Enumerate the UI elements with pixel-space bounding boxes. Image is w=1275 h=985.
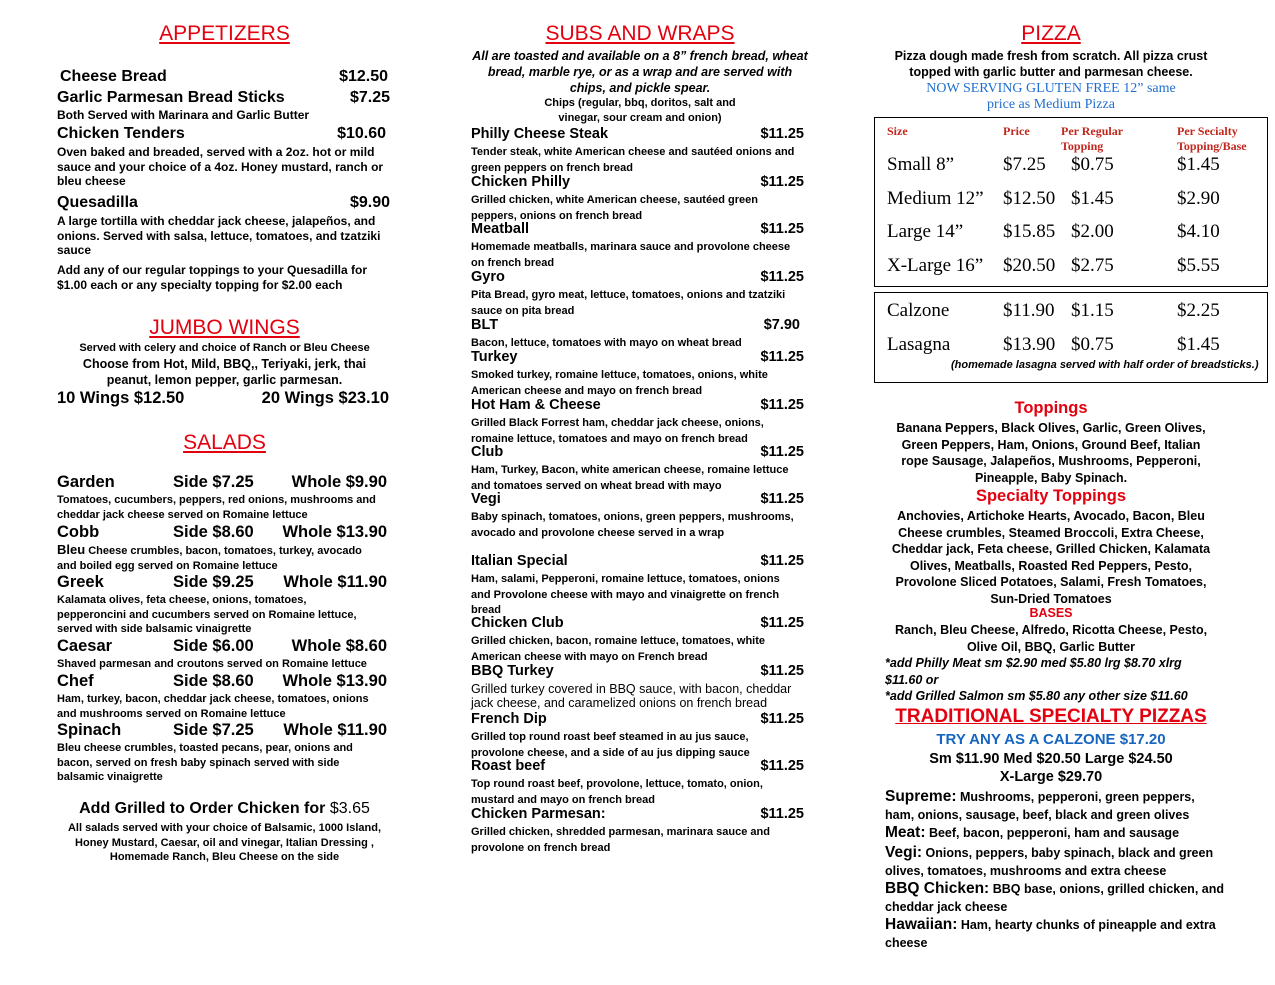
sub-price: $11.25 [760,758,804,774]
sub-price: $11.25 [760,174,804,190]
salad-description-text: Bleu cheese crumbles, toasted pecans, pear, onions and bacon, served on fresh baby spinach served with side balsamic vinaigrette [57,742,353,784]
size-size-cell: X-Large 16” [887,254,984,276]
salad-side-price: Side $7.25 [173,473,254,491]
menu-item-garlic-parmesan-bread-sticks [57,89,392,107]
add-chicken-text: Add Grilled to Order Chicken for [79,800,330,817]
size-size-cell: Small 8” [887,154,955,175]
size-specialty-cell: $1.45 [1177,154,1220,175]
sub-meatball [471,221,810,237]
header-specialty-topping: Per Secialty Topping/Base [1177,124,1247,153]
sub-description: Bacon, lettuce, tomatoes with mayo on wheat bread [471,337,742,349]
specialty-pizza-name: Supreme: [885,788,957,805]
specialty-toppings-list: Anchovies, Artichoke Hearts, Avocado, Bacon, Bleu Cheese crumbles, Steamed Broccoli, Extra Cheese, Cheddar jack, Feta cheese, Grilled Chicken, Kalamata Olives, Meatballs, Roasted Red Peppers, Pesto, Provolone Sliced Potatoes, Salami, Fresh Tomatoes, Sun-Dried Tomatoes [891,509,1211,606]
salad-whole-price: Whole $8.60 [291,637,387,655]
item-name: Cheese Bread [60,68,167,85]
sub-price: $11.25 [760,444,804,460]
specialty-pizza-description: Mushrooms, pepperoni, green peppers, ham, onions, sausage, beef, black and green olives [885,790,1195,822]
sub-price: $11.25 [760,711,804,727]
sub-price: $11.25 [760,397,804,413]
sub-name: Club [471,444,504,460]
salad-side-price: Side $7.25 [173,721,254,739]
specialty-pizza-name: Hawaiian: [885,916,958,933]
sub-description: Tender steak, white American cheese and sautéed onions and green peppers on french bread [471,146,795,174]
toppings-list: Banana Peppers, Black Olives, Garlic, Green Olives, Green Peppers, Ham, Onions, Ground Beef, Italian rope Sausage, Jalapeños, Mushrooms, Pepperoni, Pineapple, Baby Spinach. [896,421,1206,485]
size-size-cell: Large 14” [887,221,964,242]
other-regular-cell: $0.75 [1071,333,1114,355]
sub-roast-beef [471,758,810,774]
salad-side-price: Side $6.00 [173,637,254,655]
sub-bbq-turkey [471,663,810,679]
menu-item-chicken-tenders [57,125,392,143]
item-price: $12.50 [339,68,388,85]
specialty-xlarge-price: X-Large $29.70 [999,769,1103,785]
salad-name: Chef [57,672,94,690]
other-price-cell: $13.90 [1003,333,1056,355]
salad-name: Greek [57,573,104,591]
salad-description-text: Kalamata olives, feta cheese, onions, tomatoes, pepperoncini and cucumbers served on Romaine lettuce, served with side balsamic vinaigrette [57,594,357,636]
sub-price: $11.25 [760,349,804,365]
sub-description: Homemade meatballs, marinara sauce and provolone cheese on french bread [471,241,791,269]
specialty-pizza-description: Beef, bacon, pepperoni, ham and sausage [925,826,1180,840]
header-size: Size [887,124,908,138]
sub-club [471,444,810,460]
size-price-cell: $20.50 [1003,254,1056,276]
sub-chicken-philly [471,174,810,190]
item-price: $7.25 [349,89,390,106]
sub-price: $11.25 [760,491,804,507]
other-size-cell: Calzone [887,300,950,321]
sub-description: Smoked turkey, romaine lettuce, tomatoes, onions, white American cheese and mayo on french bread [471,369,768,397]
item-note: Add any of our regular toppings to your Quesadilla for $1.00 each or any specialty topping for $2.00 each [57,263,368,292]
sub-name: Roast beef [471,758,546,774]
salad-description-text: Cheese crumbles, bacon, tomatoes, turkey, avocado and boiled egg served on Romaine lettuce [57,545,362,572]
add-chicken-line [57,800,392,818]
sub-price: $11.25 [760,126,804,142]
specialty-pizza-name: Meat: [885,824,926,841]
salad-name: Caesar [57,637,113,655]
sub-description: Grilled chicken, shredded parmesan, marinara sauce and provolone on french bread [471,826,770,854]
sub-name: Hot Ham & Cheese [471,397,601,413]
specialty-pizza-supreme [885,788,1225,824]
item-price: $10.60 [337,125,386,142]
salad-side-price: Side $9.25 [173,573,254,591]
sub-description: Top round roast beef, provolone, lettuce, tomato, onion, mustard and mayo on french bread [471,778,763,806]
salad-name: Garden [57,473,115,491]
pizza-intro: Pizza dough made fresh from scratch. All pizza crust topped with garlic butter and parmesan cheese. [894,49,1208,79]
sub-name: French Dip [471,711,547,727]
specialty-pizza-hawaiian [885,916,1225,952]
wings-served-with: Served with celery and choice of Ranch or Bleu Cheese [79,342,370,354]
specialty-pizza-description: Ham, hearty chunks of pineapple and extra cheese [885,918,1216,950]
specialty-pizza-name: BBQ Chicken: [885,880,990,897]
sub-turkey [471,349,810,365]
specialty-pizza-description: BBQ base, onions, grilled chicken, and cheddar jack cheese [885,882,1224,914]
wings-flavors: Choose from Hot, Mild, BBQ,, Teriyaki, jerk, thai peanut, lemon pepper, garlic parmesan. [82,357,367,387]
sub-description: Pita Bread, gyro meat, lettuce, tomatoes, onions and tzatziki sauce on pita bread [471,289,786,317]
other-size-cell: Lasagna [887,333,951,355]
size-specialty-cell: $4.10 [1177,221,1220,242]
salad-whole-price: Whole $13.90 [282,523,387,541]
sub-name: Philly Cheese Steak [471,126,609,142]
specialty-pizza-description: Onions, peppers, baby spinach, black and green olives, tomatoes, mushrooms and extra cheese [885,846,1214,878]
salad-description-text: Tomatoes, cucumbers, peppers, red onions, mushrooms and cheddar jack cheese served on Romaine lettuce [57,494,376,521]
subs-intro: All are toasted and available on a 8” french bread, wheat bread, marble rye, or as a wrap and are served with chips, and pickle spear. [472,49,808,95]
lasagna-note: (homemade lasagna served with half order of breadsticks.) [951,359,1259,371]
item-name: Garlic Parmesan Bread Sticks [57,89,285,106]
sub-french-dip [471,711,810,727]
sub-description: Ham, Turkey, Bacon, white american cheese, romaine lettuce and tomatoes served on wheat bread with mayo [471,464,789,492]
specialty-pizza-meat [885,824,1225,842]
sub-description: Grilled turkey covered in BBQ sauce, with bacon, cheddar jack cheese, and caramelized onions on french bread [471,682,792,710]
salad-description [57,493,377,522]
salad-description [57,543,377,573]
salad-description [57,657,377,672]
gluten-free-note: NOW SERVING GLUTEN FREE 12” same price as Medium Pizza [926,81,1176,112]
sub-chicken-club [471,615,810,631]
size-regular-cell: $2.00 [1071,221,1114,242]
specialty-pizza-vegi [885,844,1225,880]
item-price: $9.90 [349,194,390,211]
salad-description-lead: Bleu [57,542,86,557]
appetizers-heading: APPETIZERS [159,22,290,45]
bases-list: Ranch, Bleu Cheese, Alfredo, Ricotta Cheese, Pesto, Olive Oil, BBQ, Garlic Butter [894,623,1208,654]
grilled-salmon-note: *add Grilled Salmon sm $5.80 any other size $11.60 [885,689,1188,703]
salad-side-price: Side $8.60 [173,672,254,690]
salad-whole-price: Whole $13.90 [282,672,387,690]
sub-name: Meatball [471,221,530,237]
salad-whole-price: Whole $11.90 [283,721,387,739]
size-size-cell: Medium 12” [887,187,984,209]
salad-description-text: Ham, turkey, bacon, cheddar jack cheese, tomatoes, onions and mushrooms served on Romaine lettuce [57,693,369,720]
size-specialty-cell: $2.90 [1177,187,1220,209]
size-price-cell: $15.85 [1003,221,1056,242]
size-regular-cell: $0.75 [1071,154,1114,175]
sub-gyro [471,269,810,285]
toppings-heading: Toppings [1014,399,1088,417]
header-price: Price [1003,124,1030,138]
sub-description: Grilled chicken, bacon, romaine lettuce, tomatoes, white American cheese with mayo on French bread [471,635,766,663]
sub-chicken-parmesan [471,806,810,822]
pizza-price-table [874,117,1268,287]
sub-description: Grilled top round roast beef steamed in au jus sauce, provolone cheese, and a side of au jus dipping sauce [471,731,750,759]
calzone-lasagna-table [874,292,1268,383]
sub-hot-ham-cheese [471,397,810,413]
wings-prices [57,389,392,408]
sub-price: $11.25 [760,269,804,285]
other-specialty-cell: $1.45 [1177,333,1220,355]
sub-vegi [471,491,810,507]
sub-name: Gyro [471,269,505,285]
pizza-heading: PIZZA [1021,22,1081,45]
ten-wings-price: 10 Wings $12.50 [57,389,185,407]
sub-name: BLT [471,317,499,333]
size-specialty-cell: $5.55 [1177,254,1220,276]
sub-blt [471,317,810,333]
salad-dressings: All salads served with your choice of Balsamic, 1000 Island, Honey Mustard, Caesar, oil and vinegar, Italian Dressing , Homemade Ranch, Bleu Cheese on the side [67,822,382,864]
salads-heading: SALADS [183,431,266,454]
sub-name: Chicken Parmesan: [471,806,606,822]
sub-name: Chicken Philly [471,174,571,190]
specialty-prices: Sm $11.90 Med $20.50 Large $24.50 [929,751,1173,767]
salad-whole-price: Whole $11.90 [283,573,387,591]
sub-name: BBQ Turkey [471,663,554,679]
sub-price: $11.25 [760,806,804,822]
sub-price: $11.25 [760,221,804,237]
sub-name: Turkey [471,349,518,365]
sub-description: Ham, salami, Pepperoni, romaine lettuce, tomatoes, onions and Provolone cheese with mayo and vinaigrette on french bread [471,573,780,616]
sub-philly-cheese-steak [471,126,810,142]
size-regular-cell: $1.45 [1071,187,1114,209]
specialty-toppings-heading: Specialty Toppings [975,487,1127,505]
chips-options: Chips (regular, bbq, doritos, salt and vinegar, sour cream and onion) [544,97,736,124]
specialty-pizzas-heading: TRADITIONAL SPECIALTY PIZZAS [895,706,1207,727]
sub-italian-special [471,553,810,569]
item-description: Oven baked and breaded, served with a 2oz. hot or mild sauce and your choice of a 4oz. Honey mustard, ranch or bleu cheese [57,145,384,189]
header-regular-topping: Per Regular Topping [1061,124,1123,153]
subs-heading: SUBS AND WRAPS [545,22,735,45]
salad-side-price: Side $8.60 [173,523,254,541]
sub-name: Italian Special [471,553,568,569]
salad-description [57,741,377,785]
size-regular-cell: $2.75 [1071,254,1114,276]
salad-name: Cobb [57,523,100,541]
sub-description: Grilled Black Forrest ham, cheddar jack cheese, onions, romaine lettuce, tomatoes and mayo on french bread [471,417,764,445]
specialty-pizza-name: Vegi: [885,844,923,861]
sub-name: Vegi [471,491,501,507]
item-name: Quesadilla [57,194,138,211]
add-chicken-price: $3.65 [329,800,370,817]
other-specialty-cell: $2.25 [1177,300,1220,321]
salad-description-text: Shaved parmesan and croutons served on Romaine lettuce [57,658,367,670]
menu-item-cheese-bread [60,68,392,86]
jumbo-wings-heading: JUMBO WINGS [149,316,300,339]
salad-description [57,593,377,637]
twenty-wings-price: 20 Wings $23.10 [261,389,389,407]
salad-whole-price: Whole $9.90 [291,473,387,491]
item-note: Both Served with Marinara and Garlic Butter [57,108,310,122]
sub-name: Chicken Club [471,615,564,631]
sub-price: $7.90 [763,317,800,333]
size-price-cell: $7.25 [1003,154,1046,175]
item-name: Chicken Tenders [57,125,185,142]
size-price-cell: $12.50 [1003,187,1056,209]
other-regular-cell: $1.15 [1071,300,1114,321]
item-description: A large tortilla with cheddar jack cheese, jalapeños, and onions. Served with salsa, lettuce, tomatoes, and tzatziki sauce [57,214,381,258]
philly-meat-note: *add Philly Meat sm $2.90 med $5.80 lrg $8.70 xlrg $11.60 or [885,656,1182,687]
sub-description: Baby spinach, tomatoes, onions, green peppers, mushrooms, avocado and provolone cheese served in a wrap [471,511,794,539]
menu-item-quesadilla [57,194,392,212]
sub-price: $11.25 [760,615,804,631]
other-price-cell: $11.90 [1003,300,1055,321]
bases-heading: BASES [1029,606,1073,620]
calzone-offer: TRY ANY AS A CALZONE $17.20 [936,731,1166,748]
salad-name: Spinach [57,721,122,739]
salad-description [57,692,377,721]
sub-description: Grilled chicken, white American cheese, sautéed green peppers, onions on french bread [471,194,758,222]
sub-price: $11.25 [760,553,804,569]
sub-price: $11.25 [760,663,804,679]
specialty-pizza-bbq-chicken [885,880,1225,916]
